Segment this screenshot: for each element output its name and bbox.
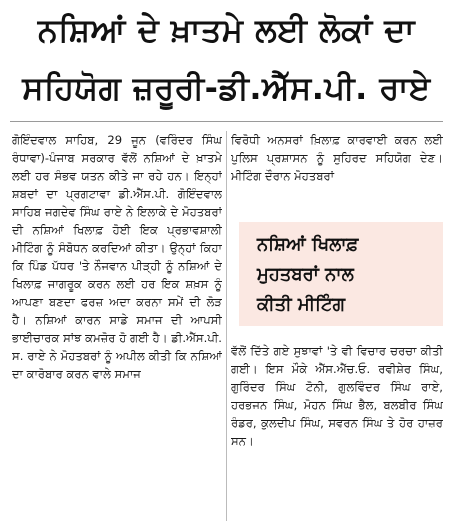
callout-heading xyxy=(239,222,443,320)
callout-line-1: ਨਸ਼ਿਆਂ ਖਿਲਾਫ਼ xyxy=(257,234,359,255)
headline-line-1: ਨਸ਼ਿਆਂ ਦੇ ਖ਼ਾਤਮੇ ਲਈ ਲੋਕਾਂ ਦਾ xyxy=(37,11,416,49)
article-right-column-top: ਵਿਰੋਧੀ ਅਨਸਰਾਂ ਖ਼ਿਲਾਫ਼ ਕਾਰਵਾਈ ਕਰਨ ਲਈ ਪੁਲਿਸ ਪ੍ਰਸ਼ਾਸਨ ਨੂੰ ਸੁਹਿਰਦ ਸਹਿਯੋਗ ਦੇਣ। ਮੀਟਿੰਗ ਦੌਰਾਨ ਮੋਹਤਬਰਾਂ xyxy=(231,133,443,183)
article-left-column: ਗੋਇੰਦਵਾਲ ਸਾਹਿਬ, 29 ਜੂਨ (ਵਰਿੰਦਰ ਸਿੰਘ ਰੰਧਾਵਾ)-ਪੰਜਾਬ ਸਰਕਾਰ ਵੱਲੋਂ ਨਸ਼ਿਆਂ ਦੇ ਖ਼ਾਤਮੇ ਲਈ ਹਰ ਸੰਭਵ ਯਤਨ ਕੀਤੇ ਜਾ ਰਹੇ ਹਨ। ਇਨ੍ਹਾਂ ਸ਼ਬਦਾਂ ਦਾ ਪ੍ਰਗਟਾਵਾ ਡੀ.ਐੱਸ.ਪੀ. ਗੋਇੰਦਵਾਲ ਸਾਹਿਬ ਜਗਦੇਵ ਸਿੰਘ ਰਾਏ ਨੇ ਇਲਾਕੇ ਦੇ ਮੋਹਤਬਰਾਂ ਦੀ ਨਸ਼ਿਆਂ ਖਿਲਾਫ਼ ਹੋਈ ਇਕ ਪ੍ਰਭਾਵਸ਼ਾਲੀ ਮੀਟਿੰਗ ਨੂੰ ਸੰਬੋਧਨ ਕਰਦਿਆਂ ਕੀਤਾ। ਉਨ੍ਹਾਂ ਕਿਹਾ ਕਿ ਪਿੰਡ ਪੱਧਰ 'ਤੇ ਨੌਜਵਾਨ ਪੀੜ੍ਹੀ ਨੂੰ ਨਸ਼ਿਆਂ ਦੇ ਖਿਲਾਫ਼ ਜਾਗਰੂਕ ਕਰਨ ਲਈ ਹਰ ਇਕ ਸ਼ਖ਼ਸ ਨੂੰ ਆਪਣਾ ਬਣਦਾ ਫਰਜ਼ ਅਦਾ ਕਰਨਾ ਸਮੇਂ ਦੀ ਲੋੜ ਹੈ। ਨਸ਼ਿਆਂ ਕਾਰਨ ਸਾਡੇ ਸਮਾਜ ਦੀ ਆਪਸੀ ਭਾਈਚਾਰਕ ਸਾਂਝ ਕਮਜ਼ੋਰ ਹੋ ਗਈ ਹੈ। ਡੀ.ਐੱਸ.ਪੀ. ਸ. ਰਾਏ ਨੇ ਮੋਹਤਬਰਾਂ ਨੂੰ ਅਪੀਲ ਕੀਤੀ ਕਿ ਨਸ਼ਿਆਂ ਦਾ ਕਾਰੋਬਾਰ ਕਰਨ ਵਾਲੇ ਸਮਾਜ xyxy=(12,133,222,381)
callout-box xyxy=(239,222,443,326)
article-right-column-bottom: ਵੱਲੋਂ ਦਿੱਤੇ ਗਏ ਸੁਝਾਵਾਂ 'ਤੇ ਵੀ ਵਿਚਾਰ ਚਰਚਾ ਕੀਤੀ ਗਈ। ਇਸ ਮੌਕੇ ਐੱਸ.ਐੱਚ.ਓ. ਰਵੀਸ਼ੇਰ ਸਿੰਘ, ਗੁਰਿੰਦਰ ਸਿੰਘ ਟੋਨੀ, ਗੁਲਵਿੰਦਰ ਸਿੰਘ ਰਾਏ, ਹਰਭਜਨ ਸਿੰਘ, ਮੋਹਨ ਸਿੰਘ ਭੈਲ, ਬਲਬੀਰ ਸਿੰਘ ਰੰਡਰ, ਕੁਲਦੀਪ ਸਿੰਘ, ਸਵਰਨ ਸਿੰਘ ਤੇ ਹੋਰ ਹਾਜ਼ਰ ਸਨ। xyxy=(231,344,443,448)
callout-line-2: ਮੁਹਤਬਰਾਂ ਨਾਲ xyxy=(257,264,354,285)
headline-line-2: ਸਹਿਯੋਗ ਜ਼ਰੂਰੀ-ਡੀ.ਐੱਸ.ਪੀ. ਰਾਏ xyxy=(22,69,431,107)
column-divider xyxy=(226,131,227,521)
callout-line-3: ਕੀਤੀ ਮੀਟਿੰਗ xyxy=(257,294,346,315)
headline-divider xyxy=(10,121,443,122)
